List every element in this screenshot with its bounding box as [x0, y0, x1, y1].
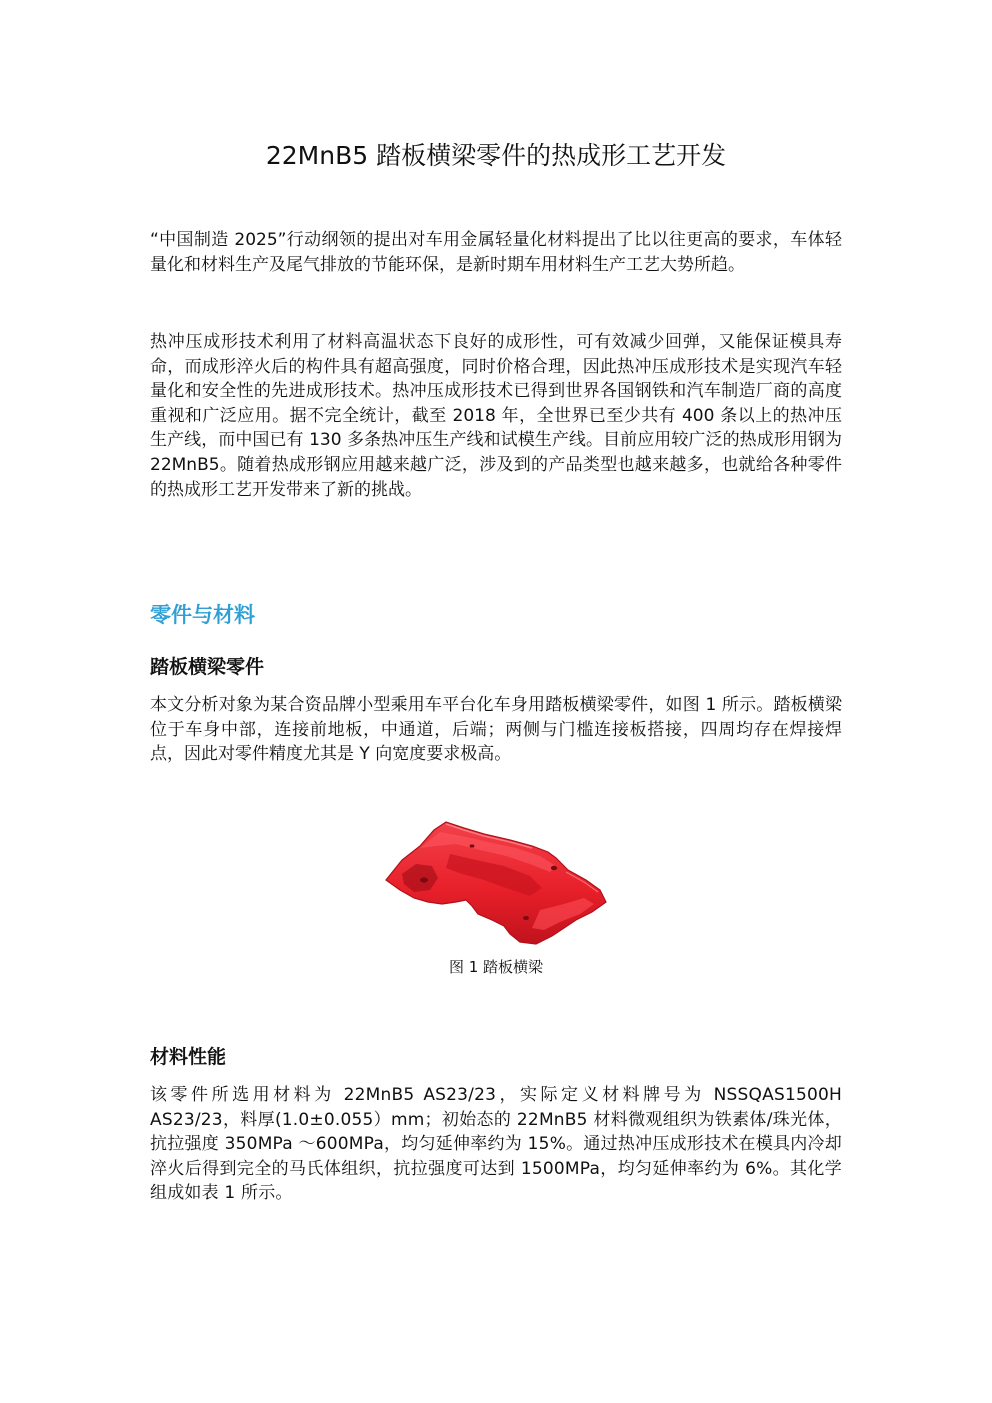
document-title: 22MnB5 踏板横梁零件的热成形工艺开发: [265, 141, 727, 170]
subheading-pedal-crossbeam: 踏板横梁零件: [150, 656, 265, 678]
intro-paragraph: “中国制造 2025”行动纲领的提出对车用金属轻量化材料提出了比以往更高的要求，车体轻量化和材料生产及尾气排放的节能环保，是新时期车用材料生产工艺大势所趋。: [150, 230, 842, 275]
pedal-crossbeam-image: [380, 818, 612, 950]
section-heading-parts-materials: 零件与材料: [150, 603, 255, 627]
subheading-material-properties: 材料性能: [150, 1046, 227, 1068]
pedal-crossbeam-paragraph: 本文分析对象为某合资品牌小型乘用车平台化车身用踏板横梁零件，如图 1 所示。踏板横梁位于车身中部，连接前地板，中通道，后端；两侧与门槛连接板搭接，四周均存在焊接焊点，因此对零件精度尤其是 Y 向宽度要求极高。: [150, 695, 842, 765]
background-paragraph: 热冲压成形技术利用了材料高温状态下良好的成形性，可有效减少回弹，又能保证模具寿命，而成形淬火后的构件具有超高强度，同时价格合理，因此热冲压成形技术是实现汽车轻量化和安全性的先进成形技术。热冲压成形技术已得到世界各国钢铁和汽车制造厂商的高度重视和广泛应用。据不完全统计，截至 2018 年，全世界已至少共有 400 条以上的热冲压生产线，而中国已有 130 多条热冲压生产线和试模生产线。目前应用较广泛的热成形用钢为 22MnB5。随着热成形钢应用越来越广泛，涉及到的产品类型也越来越多，也就给各种零件的热成形工艺开发带来了新的挑战。: [150, 332, 842, 500]
figure-caption: 图 1 踏板横梁: [448, 958, 544, 976]
figure-pedal-crossbeam: [380, 818, 612, 950]
material-properties-paragraph: 该零件所选用材料为 22MnB5 AS23/23，实际定义材料牌号为 NSSQAS1500H AS23/23，料厚(1.0±0.055）mm；初始态的 22MnB5 材料微观组织为铁素体/珠光体，抗拉强度 350MPa ～600MPa，均匀延伸率约为 15%。通过热冲压成形技术在模具内冷却淬火后得到完全的马氏体组织，抗拉强度可达到 1500MPa，均匀延伸率约为 6%。其化学组成如表 1 所示。: [150, 1085, 842, 1204]
